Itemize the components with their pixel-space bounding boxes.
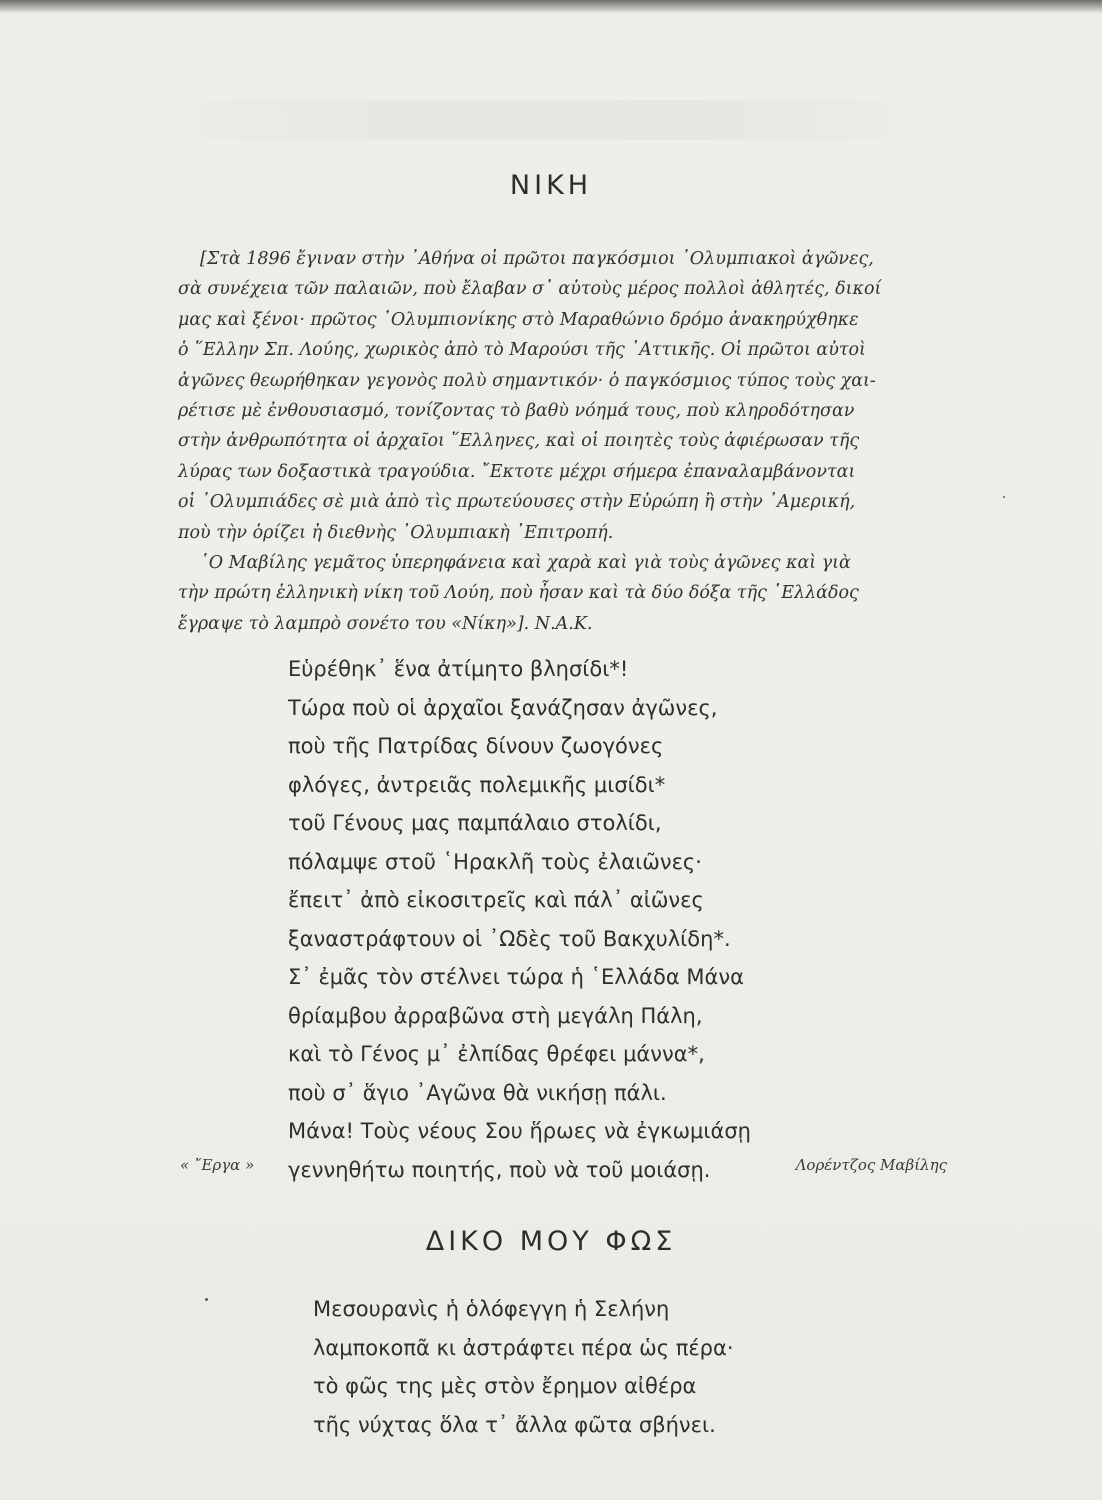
page-top-edge (0, 0, 1102, 14)
intro-note (178, 244, 973, 639)
intro-line: ὁ ῞Ελλην Σπ. Λούης, χωρικὸς ἀπὸ τὸ Μαρούσι τῆς ᾿Αττικῆς. Οἱ πρῶτοι αὐτοὶ (178, 340, 866, 361)
intro-line: σὰ συνέχεια τῶν παλαιῶν, ποὺ ἔλαβαν σ᾿ αὐτοὺς μέρος πολλοὶ ἀθλητές, δικοί (178, 279, 882, 300)
verse-line: γεννηθήτω ποιητής, ποὺ νὰ τοῦ μοιάσῃ. (288, 1157, 711, 1182)
verse-line: λαμποκοπᾶ κι ἀστράφτει πέρα ὡς πέρα· (313, 1335, 734, 1360)
verse-line: τοῦ Γένους μας παμπάλαιο στολίδι, (288, 811, 662, 835)
ink-speck (1003, 496, 1005, 498)
intro-line: ἔγραψε τὸ λαμπρὸ σονέτο του «Νίκη»]. Ν.Α.Κ. (178, 613, 593, 634)
verse-line: φλόγες, ἀντρειᾶς πολεμικῆς μισίδι* (288, 772, 666, 797)
verse-line: ποὺ τῆς Πατρίδας δίνουν ζωογόνες (288, 734, 664, 758)
verse-line: τὸ φῶς της μὲς στὸν ἔρημον αἰθέρα (313, 1374, 697, 1399)
source-citation: « ῎Εργα » (180, 1156, 255, 1174)
verse-line: Μεσουρανὶς ἡ ὁλόφεγγη ἡ Σελήνη (313, 1297, 670, 1321)
verse-line: Τώρα ποὺ οἱ ἀρχαῖοι ξανάζησαν ἀγῶνες, (288, 695, 718, 720)
verse-line: τῆς νύχτας ὅλα τ᾿ ἄλλα φῶτα σβήνει. (313, 1413, 716, 1438)
verse-line: ποὺ σ᾿ ἅγιο ᾿Αγῶνα θὰ νικήσῃ πάλι. (288, 1080, 667, 1105)
intro-line: οἱ ᾿Ολυμπιάδες σὲ μιὰ ἀπὸ τὶς πρωτεύουσες στὴν Εὐρώπη ἢ στὴν ᾿Αμερική, (178, 492, 856, 513)
show-through-shadow (140, 100, 940, 140)
intro-line: μας καὶ ξένοι· πρῶτος ᾿Ολυμπιονίκης στὸ Μαραθώνιο δρόμο ἀνακηρύχθηκε (178, 309, 859, 330)
intro-line: λύρας των δοξαστικὰ τραγούδια. ῎Εκτοτε μέχρι σήμερα ἐπαναλαμβάνονται (178, 461, 856, 482)
verse-line: ξαναστράφτουν οἱ ᾿Ωδὲς τοῦ Βακχυλίδη*. (288, 926, 731, 951)
intro-line: ἀγῶνες θεωρήθηκαν γεγονὸς πολὺ σημαντικόν· ὁ παγκόσμιος τύπος τοὺς χαι- (178, 370, 876, 391)
intro-line: τὴν πρώτη ἑλληνικὴ νίκη τοῦ Λούη, ποὺ ἦσαν καὶ τὰ δύο δόξα τῆς ῾Ελλάδος (178, 583, 859, 604)
verse-line: Εὑρέθηκ᾿ ἕνα ἀτίμητο βλησίδι*! (288, 657, 629, 681)
poem-title-diko-mou-fos: ΔΙΚΟ ΜΟΥ ΦΩΣ (425, 1226, 677, 1257)
author-name: Λορέντζος Μαβίλης (795, 1156, 947, 1174)
intro-line: [Στὰ 1896 ἔγιναν στὴν ᾿Αθήνα οἱ πρῶτοι παγκόσμιοι ᾿Ολυμπιακοὶ ἀγῶνες, (200, 249, 874, 269)
verse-line: καὶ τὸ Γένος μ᾿ ἐλπίδας θρέφει μάννα*, (288, 1042, 705, 1066)
poem-diko-mou-fos (313, 1290, 734, 1445)
verse-line: πόλαμψε στοῦ ῾Ηρακλῆ τοὺς ἐλαιῶνες· (288, 849, 702, 874)
verse-line: ἔπειτ᾿ ἀπὸ εἰκοσιτρεῖς καὶ πάλ᾿ αἰῶνες (288, 888, 704, 912)
ink-speck (205, 1298, 208, 1301)
poem-title-niki: ΝΙΚΗ (509, 170, 593, 201)
intro-line: ῾Ο Μαβίλης γεμᾶτος ὑπερηφάνεια καὶ χαρὰ καὶ γιὰ τοὺς ἀγῶνες καὶ γιὰ (200, 553, 851, 574)
verse-line: Μάνα! Τοὺς νέους Σου ἥρωες νὰ ἐγκωμιάσῃ (288, 1119, 751, 1143)
verse-line: θρίαμβου ἀρραβῶνα στὴ μεγάλη Πάλη, (288, 1003, 703, 1028)
sonnet-niki (288, 650, 751, 1189)
intro-line: στὴν ἀνθρωπότητα οἱ ἀρχαῖοι ῞Ελληνες, καὶ οἱ ποιητὲς τοὺς ἀφιέρωσαν τῆς (178, 431, 860, 452)
verse-line: Σ᾿ ἐμᾶς τὸν στέλνει τώρα ἡ ῾Ελλάδα Μάνα (288, 965, 744, 989)
intro-line: ρέτισε μὲ ἐνθουσιασμό, τονίζοντας τὸ βαθὺ νόημά τους, ποὺ κληροδότησαν (178, 401, 855, 422)
intro-line: ποὺ τὴν ὁρίζει ἡ διεθνὴς ᾿Ολυμπιακὴ ᾿Επιτροπή. (178, 522, 614, 543)
